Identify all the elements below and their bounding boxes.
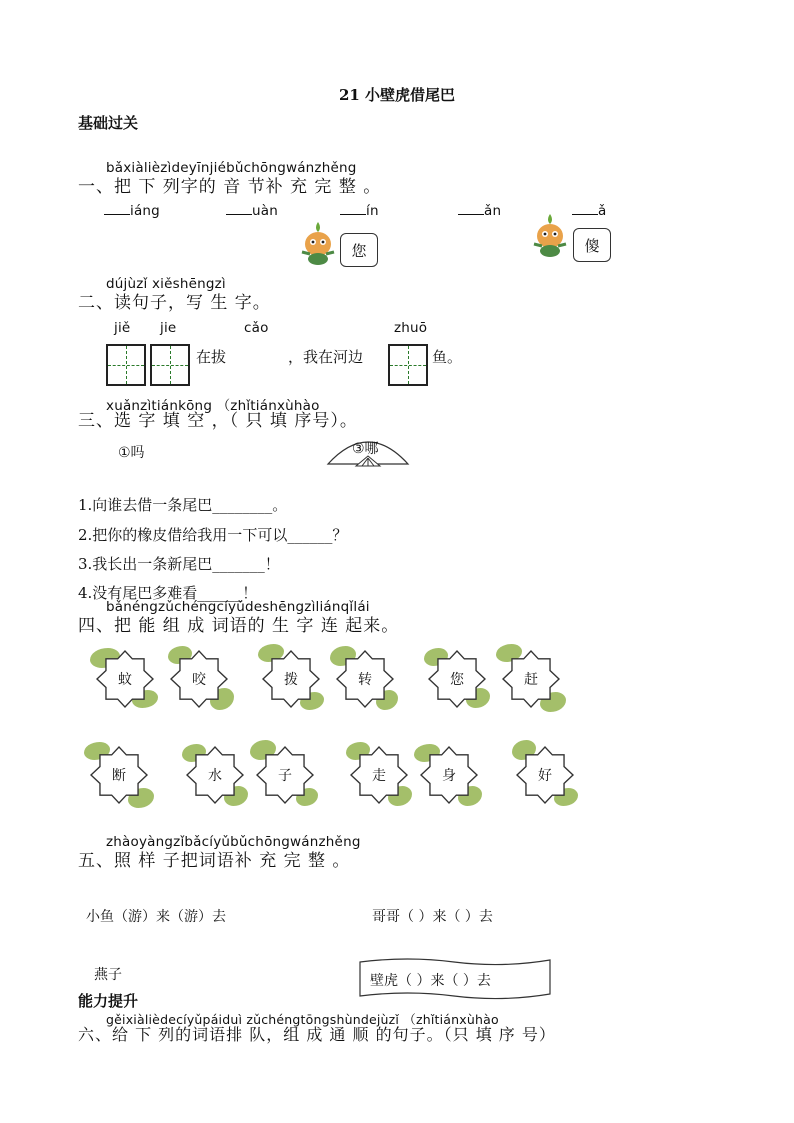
- writing-grid[interactable]: [388, 344, 428, 386]
- q2-pinyin-jie1: jiě: [114, 320, 131, 336]
- section-ability-label: 能力提升: [78, 992, 139, 1010]
- char-tile[interactable]: 咬: [164, 644, 234, 714]
- char-tile[interactable]: 转: [330, 644, 400, 714]
- char-tile[interactable]: 水: [180, 740, 250, 810]
- writing-grid[interactable]: [106, 344, 146, 386]
- q2-text-2: ，我在河边: [288, 348, 364, 366]
- page-title: 21 小壁虎借尾巴: [338, 86, 456, 104]
- q5-item-3[interactable]: 壁虎（ ）来（ ）去: [370, 973, 491, 989]
- q5-pinyin: zhàoyàngzǐbǎcíyǔbǔchōngwánzhěng: [106, 834, 361, 850]
- q1-pinyin: bǎxiàlièzìdeyīnjiébǔchōngwánzhěng: [106, 160, 357, 176]
- q5-heading: 五、照 样 子把词语补 充 完 整 。: [78, 851, 351, 871]
- q2-pinyin-cao: cǎo: [244, 320, 269, 336]
- q5-example: 小鱼（游）来（游）去: [86, 909, 226, 925]
- writing-grid[interactable]: [150, 344, 190, 386]
- q3-pinyin: xuǎnzìtiánkōng （zhǐtiánxùhào: [106, 398, 320, 414]
- char-tile[interactable]: 身: [414, 740, 484, 810]
- q2-pinyin: dújùzǐ xiěshēngzì: [106, 276, 226, 292]
- q2-pinyin-zhuo: zhuō: [394, 320, 428, 336]
- onion-mascot-icon: [298, 218, 338, 268]
- q5-item-2[interactable]: 燕子: [94, 967, 122, 983]
- q1-item-4[interactable]: ǎn: [458, 203, 501, 219]
- q6-pinyin: gěixiàlièdecíyǔpáiduì zǔchéngtōngshùndejùzǐ （zhǐtiánxùhào: [106, 1012, 499, 1027]
- q1-item-2[interactable]: uàn: [226, 203, 278, 219]
- q2-text-3: 鱼。: [432, 348, 463, 366]
- q2-heading: 二、读句子，写 生 字。: [78, 293, 271, 313]
- section-basic-label: 基础过关: [78, 114, 139, 132]
- char-tile[interactable]: 蚊: [90, 644, 160, 714]
- char-tile[interactable]: 断: [84, 740, 154, 810]
- q4-heading: 四、把 能 组 成 词语的 生 字 连 起来。: [78, 616, 400, 636]
- char-tile[interactable]: 走: [344, 740, 414, 810]
- char-tile[interactable]: 好: [510, 740, 580, 810]
- char-tile[interactable]: 子: [250, 740, 320, 810]
- q3-sentence-4: 4.没有尾巴多难看______！: [78, 584, 258, 602]
- q1-heading: 一、把 下 列字的 音 节补 充 完 整 。: [78, 177, 382, 197]
- char-tile[interactable]: 赶: [496, 644, 566, 714]
- q1-char-box-2: 傻: [573, 228, 611, 262]
- q3-sentence-3: 3.我长出一条新尾巴_______！: [78, 555, 280, 573]
- q1-item-3[interactable]: ín: [340, 203, 379, 219]
- char-tile[interactable]: 您: [422, 644, 492, 714]
- q2-text-1: 在拔: [196, 348, 227, 366]
- q5-item-1[interactable]: 哥哥（ ）来（ ）去: [372, 909, 493, 925]
- q3-sentence-1: 1.向谁去借一条尾巴________。: [78, 496, 288, 514]
- q1-item-5[interactable]: ǎ: [572, 203, 606, 219]
- onion-mascot-icon: [530, 210, 570, 260]
- q3-option-1: ①吗: [118, 445, 145, 461]
- q1-char-box-1: 您: [340, 233, 378, 267]
- q3-sentence-2: 2.把你的橡皮借给我用一下可以______？: [78, 526, 348, 544]
- q6-heading: 六、给 下 列的词语排 队，组 成 通 顺 的句子。（只 填 序 号）: [78, 1025, 556, 1044]
- q3-option-3: ③哪: [352, 441, 379, 457]
- q1-item-1[interactable]: iáng: [104, 203, 160, 219]
- q4-pinyin: bǎnéngzǔchéngcíyǔdeshēngzìliánqǐlái: [106, 599, 370, 615]
- q2-pinyin-jie2: jie: [160, 320, 177, 336]
- char-tile[interactable]: 拨: [256, 644, 326, 714]
- q3-heading: 三、选 字 填 空 ，（ 只 填 序号）。: [78, 411, 358, 431]
